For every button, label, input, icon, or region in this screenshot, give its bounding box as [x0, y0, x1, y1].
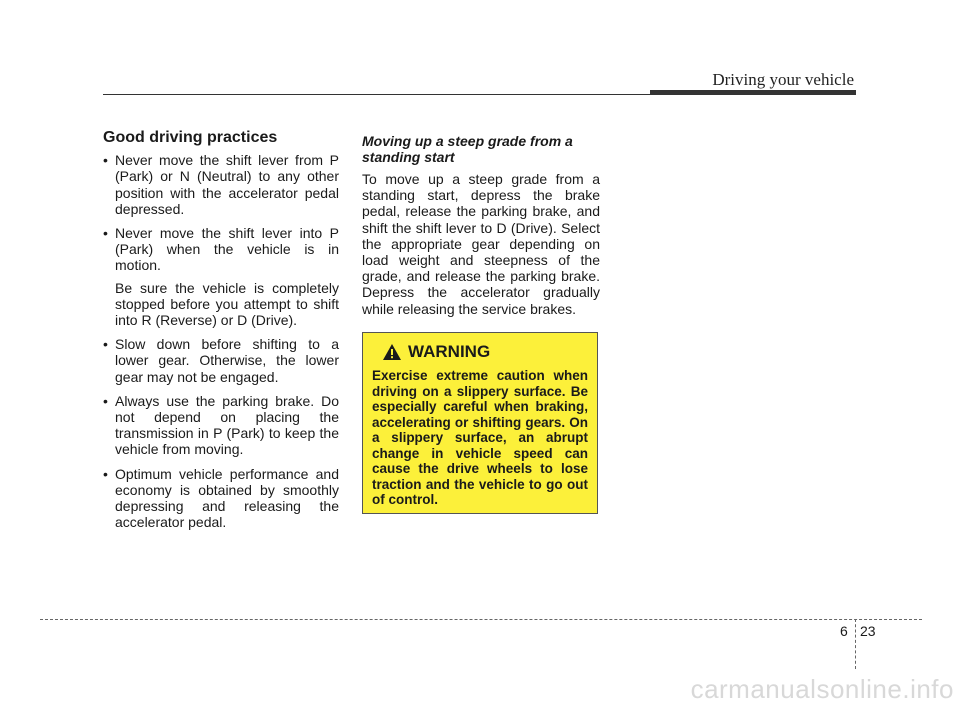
- warning-text: Exercise extreme caution when driving on a slippery surface. Be especially careful when braking, accelerating or shifting gears. On a slippery surface, an abrupt change in vehicle speed can cause the drive wheels to lose traction and the vehicle to go out of control.: [372, 368, 588, 507]
- page-number: 23: [860, 623, 876, 639]
- list-item-text: Never move the shift lever from P (Park) or N (Neutral) to any other position with the accelerator pedal depressed.: [115, 152, 339, 217]
- footer-vertical-rule: [855, 619, 856, 669]
- bullet-list: [103, 152, 339, 530]
- list-item-text: Slow down before shifting to a lower gear. Otherwise, the lower gear may not be engaged.: [115, 336, 339, 385]
- warning-title: WARNING: [408, 342, 491, 361]
- list-item: [103, 466, 339, 531]
- warning-triangle-icon: [382, 343, 402, 361]
- list-item: [103, 336, 339, 385]
- warning-header: [382, 342, 588, 362]
- left-column: [103, 130, 339, 538]
- list-item-text: Optimum vehicle performance and economy is obtained by smoothly depressing and releasing the accelerator pedal.: [115, 465, 339, 531]
- list-item-text: Never move the shift lever into P (Park) when the vehicle is in motion.: [115, 225, 339, 274]
- chapter-number: 6: [840, 623, 848, 639]
- list-item: [103, 152, 339, 217]
- section-heading: Good driving practices: [103, 129, 278, 146]
- list-item: [103, 225, 339, 328]
- body-paragraph: To move up a steep grade from a standing start, depress the brake pedal, release the parking brake, and shift the shift lever to D (Drive). Select the appropriate gear depending on load weight and steepness of the grade, and release the parking brake. Depress the accelerator gradually while releasing the service brakes.: [362, 171, 600, 317]
- footer-rule: [40, 619, 922, 620]
- list-item-text: Always use the parking brake. Do not depend on placing the transmission in P (Park) to keep the vehicle from moving.: [115, 392, 339, 458]
- watermark: carmanualsonline.info: [690, 674, 954, 704]
- list-item: [103, 393, 339, 458]
- subsection-heading: Moving up a steep grade from a standing start: [362, 133, 573, 165]
- middle-column: [362, 130, 600, 317]
- list-item-note: Be sure the vehicle is completely stopped before you attempt to shift into R (Reverse) or D (Drive).: [115, 279, 339, 329]
- header-rule: [103, 94, 650, 95]
- header-bar: [650, 90, 856, 95]
- warning-box: [362, 332, 598, 514]
- page-header-title: Driving your vehicle: [712, 70, 854, 89]
